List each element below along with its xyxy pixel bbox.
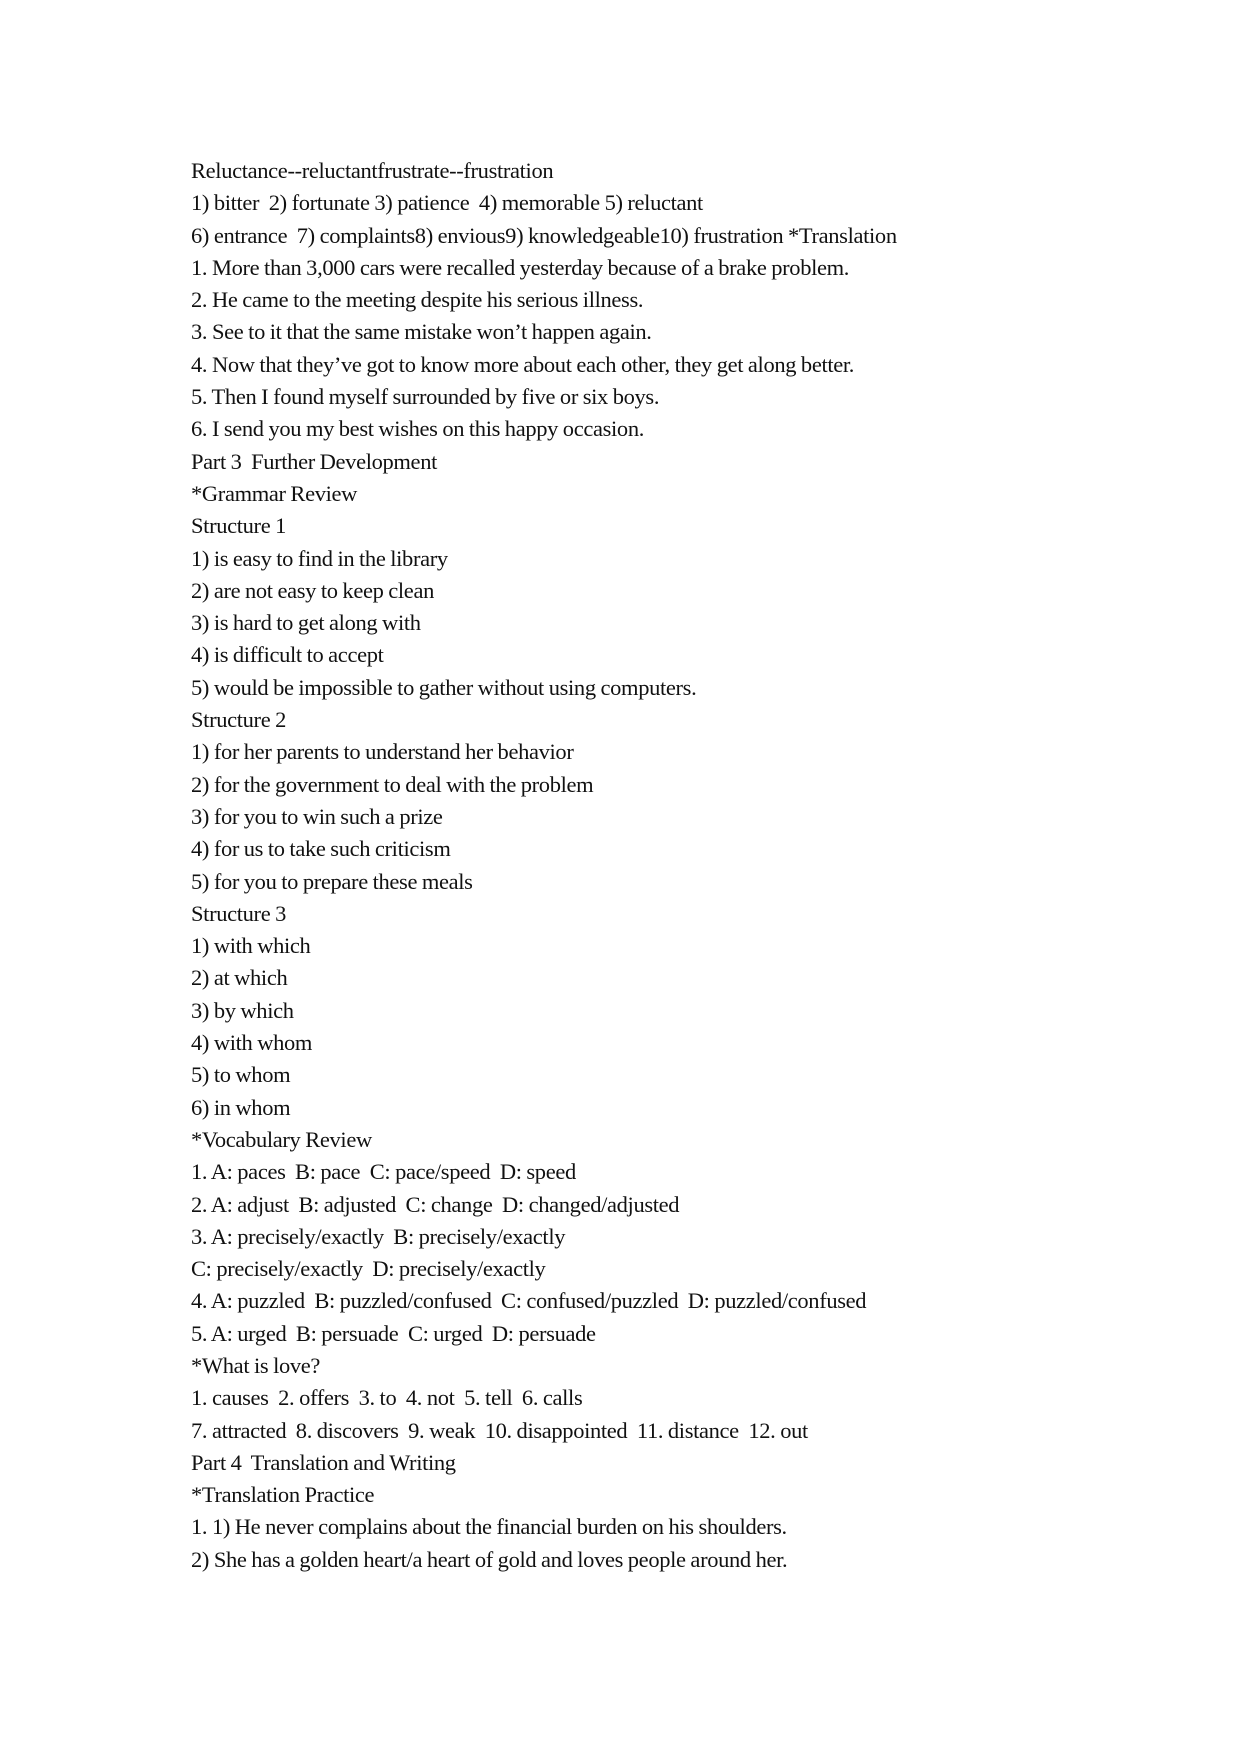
grammar-answer: 5) to whom <box>191 1062 291 1088</box>
section-heading: *Grammar Review <box>191 480 358 506</box>
document-page <box>191 155 1091 1576</box>
translation-answer: 1. More than 3,000 cars were recalled yesterday because of a brake problem. <box>191 254 850 280</box>
structure-heading: Structure 2 <box>191 707 286 733</box>
grammar-answer: 5) for you to prepare these meals <box>191 868 473 894</box>
grammar-answer: 2) are not easy to keep clean <box>191 577 434 603</box>
structure-heading: Structure 3 <box>191 900 286 926</box>
vocabulary-answer: 4. A: puzzled B: puzzled/confused C: confused/puzzled D: puzzled/confused <box>191 1288 867 1314</box>
grammar-answer: 4) is difficult to accept <box>191 642 384 668</box>
answer-line: 6) entrance 7) complaints8) envious9) knowledgeable10) frustration *Translation <box>191 222 897 248</box>
grammar-answer: 3) by which <box>191 997 294 1023</box>
grammar-answer: 2) for the government to deal with the problem <box>191 771 594 797</box>
translation-answer: 2. He came to the meeting despite his serious illness. <box>191 287 644 313</box>
grammar-answer: 3) is hard to get along with <box>191 610 421 636</box>
translation-answer: 5. Then I found myself surrounded by five or six boys. <box>191 384 660 410</box>
grammar-answer: 2) at which <box>191 965 288 991</box>
section-heading: *Vocabulary Review <box>191 1126 372 1152</box>
grammar-answer: 1) with which <box>191 933 311 959</box>
section-heading: *What is love? <box>191 1352 321 1378</box>
section-heading: *Translation Practice <box>191 1482 375 1508</box>
translation-practice-answer: 2) She has a golden heart/a heart of gold and loves people around her. <box>191 1546 788 1572</box>
cloze-answer: 1. causes 2. offers 3. to 4. not 5. tell 6. calls <box>191 1385 583 1411</box>
part-heading: Part 3 Further Development <box>191 448 437 474</box>
translation-answer: 3. See to it that the same mistake won’t happen again. <box>191 319 652 345</box>
word-forms-line: Reluctance--reluctantfrustrate--frustration <box>191 158 554 183</box>
grammar-answer: 4) for us to take such criticism <box>191 836 451 862</box>
vocabulary-answer: 5. A: urged B: persuade C: urged D: persuade <box>191 1320 596 1346</box>
cloze-answer: 7. attracted 8. discovers 9. weak 10. disappointed 11. distance 12. out <box>191 1417 808 1443</box>
translation-answer: 6. I send you my best wishes on this happy occasion. <box>191 416 644 442</box>
vocabulary-answer: 3. A: precisely/exactly B: precisely/exactly <box>191 1223 566 1249</box>
answer-line: 1) bitter 2) fortunate 3) patience 4) memorable 5) reluctant <box>191 190 703 216</box>
grammar-answer: 3) for you to win such a prize <box>191 803 443 829</box>
translation-answer: 4. Now that they’ve got to know more about each other, they get along better. <box>191 351 855 377</box>
vocabulary-answer: 2. A: adjust B: adjusted C: change D: changed/adjusted <box>191 1191 680 1217</box>
translation-practice-answer: 1. 1) He never complains about the financial burden on his shoulders. <box>191 1514 787 1540</box>
part-heading: Part 4 Translation and Writing <box>191 1449 456 1475</box>
grammar-answer: 1) is easy to find in the library <box>191 545 448 571</box>
grammar-answer: 6) in whom <box>191 1094 291 1120</box>
grammar-answer: 4) with whom <box>191 1030 313 1056</box>
grammar-answer: 1) for her parents to understand her behavior <box>191 739 574 765</box>
vocabulary-answer: 1. A: paces B: pace C: pace/speed D: speed <box>191 1159 576 1185</box>
vocabulary-answer: C: precisely/exactly D: precisely/exactly <box>191 1256 546 1282</box>
structure-heading: Structure 1 <box>191 513 286 539</box>
grammar-answer: 5) would be impossible to gather without using computers. <box>191 674 697 700</box>
